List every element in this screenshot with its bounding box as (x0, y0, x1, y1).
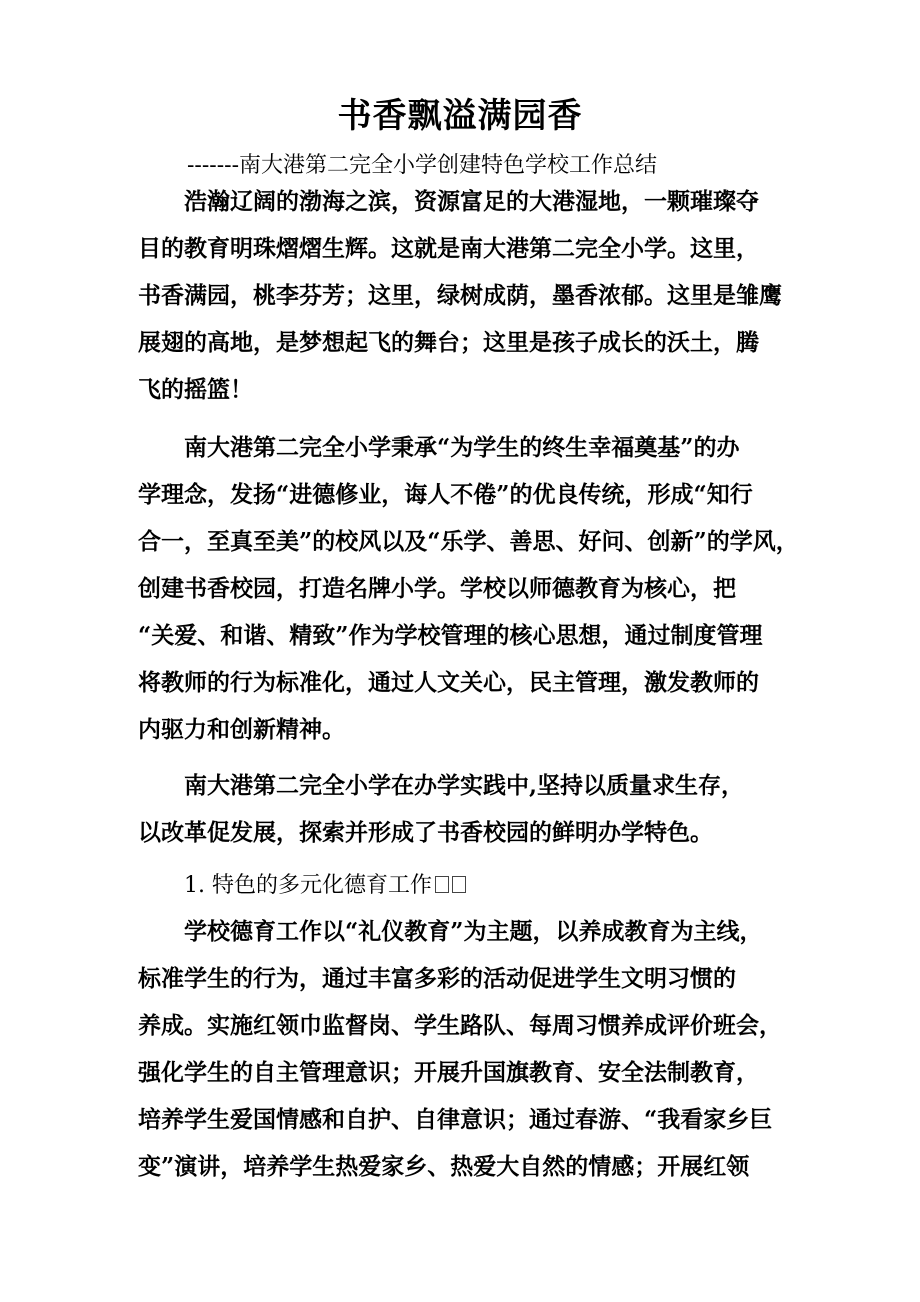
section-heading (184, 862, 466, 909)
paragraph-line: 飞的摇篮！ (138, 376, 253, 403)
paragraph-moral-education (138, 908, 798, 1190)
missing-glyph-icon (435, 876, 449, 893)
paragraph-line: 将教师的行为标准化，通过人文关心，民主管理，激发教师的 (138, 669, 759, 696)
paragraph-line: 浩瀚辽阔的渤海之滨，资源富足的大港湿地，一颗璀璨夺 (184, 188, 759, 215)
paragraph-line: 以改革促发展，探索并形成了书香校园的鲜明办学特色。 (138, 819, 713, 846)
section-heading-text: 1. 特色的多元化德育工作 (184, 873, 432, 898)
paragraph-line: 内驱力和创新精神。 (138, 716, 345, 743)
document-title: 书香飘溢满园香 (337, 96, 583, 136)
paragraph-line: “关爱、和谐、精致”作为学校管理的核心思想，通过制度管理 (138, 622, 763, 649)
paragraph-line: 创建书香校园，打造名牌小学。学校以师德教育为核心，把 (138, 575, 736, 602)
missing-glyph-icon (452, 876, 466, 893)
paragraph-line: 合一，至真至美”的校风以及“乐学、善思、好问、创新”的学风， (138, 528, 799, 555)
paragraph-line: 学校德育工作以“礼仪教育”为主题，以养成教育为主线， (184, 918, 763, 945)
paragraph-intro (138, 178, 798, 413)
paragraph-line: 变”演讲，培养学生热爱家乡、热爱大自然的情感；开展红领 (138, 1153, 750, 1180)
paragraph-practice (138, 762, 798, 856)
paragraph-line: 书香满园，桃李芬芳；这里，绿树成荫，墨香浓郁。这里是雏鹰 (138, 282, 782, 309)
paragraph-line: 学理念，发扬“进德修业，诲人不倦”的优良传统，形成“知行 (138, 481, 753, 508)
document-subtitle: -------南大港第二完全小学创建特色学校工作总结 (187, 153, 658, 178)
paragraph-line: 展翅的高地，是梦想起飞的舞台；这里是孩子成长的沃土，腾 (138, 329, 759, 356)
paragraph-line: 标准学生的行为，通过丰富多彩的活动促进学生文明习惯的 (138, 965, 736, 992)
paragraph-line: 目的教育明珠熠熠生辉。这就是南大港第二完全小学。这里， (138, 235, 759, 262)
paragraph-line: 强化学生的自主管理意识；开展升国旗教育、安全法制教育， (138, 1059, 759, 1086)
paragraph-line: 南大港第二完全小学在办学实践中,坚持以质量求生存， (184, 772, 745, 799)
paragraph-line: 南大港第二完全小学秉承“为学生的终生幸福奠基”的办 (184, 434, 740, 461)
paragraph-line: 养成。实施红领巾监督岗、学生路队、每周习惯养成评价班会， (138, 1012, 782, 1039)
paragraph-line: 培养学生爱国情感和自护、自律意识；通过春游、“我看家乡巨 (138, 1106, 773, 1133)
paragraph-philosophy (138, 424, 798, 753)
